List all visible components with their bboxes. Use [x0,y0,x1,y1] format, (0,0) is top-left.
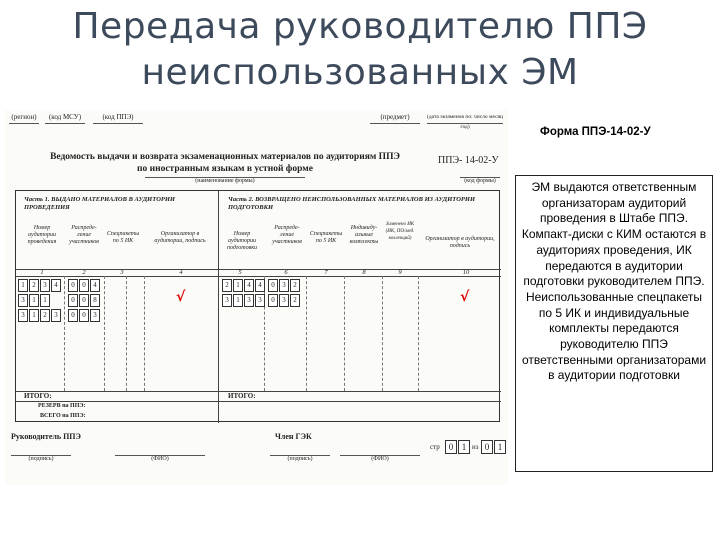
form-scan [5,110,508,485]
page-label: стр [430,443,440,451]
cell-digit: 0 [68,309,78,322]
colnum-2: 2 [82,269,86,276]
cell-digit: 1 [29,309,39,322]
gek-sign-caption: (подпись) [270,455,330,462]
col-prep-organizer: Организатор в аудитории, подпись [425,236,495,249]
col-room: Номер аудитории проведения [27,225,57,245]
cell-digit: 0 [79,279,89,292]
slide-title [0,4,720,96]
page-total-digit: 1 [494,440,506,454]
cell-digit: 4 [255,279,265,292]
form-title-line1: Ведомость выдачи и возврата экзаменационных материалов по аудиториям ППЭ [50,152,400,162]
description-text: ЭМ выдаются ответственным организаторам аудиторий проведения в Штабе ППЭ. Компакт-диски с КИМ остаются в аудиториях проведения, ИК передаются в аудитории подготовки руководителем ППЭ. Неиспользованные спецпакеты по 5 ИК и индивидуальные комплекты передаются руководителю ППЭ ответственными организаторами в аудитории подготовки [521,180,707,383]
head-sign-caption: (подпись) [11,455,71,462]
part1-title: Часть 1. ВЫДАНО МАТЕРИАЛОВ В АУДИТОРИИ ПРОВЕДЕНИЯ [24,196,175,211]
page-sep: из [472,443,479,451]
total-label-part1: ИТОГО: [24,392,52,400]
form-title-line2: по иностранным языкам в устной форме [137,164,313,174]
cell-digit: 1 [233,294,243,307]
colnum-3: 3 [120,269,124,276]
cell-digit: 0 [79,309,89,322]
total-label-part2: ИТОГО: [228,392,256,400]
page-total-digit: 0 [481,440,493,454]
header-field-msu: (код МСУ) [45,112,85,124]
cell-digit: 0 [268,294,278,307]
cell-digit: 2 [290,279,300,292]
cell-digit: 1 [18,279,28,292]
reserve-label: РЕЗЕРВ на ППЭ: [38,403,86,409]
colnum-10: 10 [462,269,470,276]
cell-digit: 0 [79,294,89,307]
col-packs: Спецпакеты по 5 ИК [106,231,140,244]
gek-name-caption: (ФИО) [340,455,420,462]
col-replaced: Заменено ИК (ИК, ПО/мед. коллекций) [385,222,415,241]
cell-digit: 3 [51,309,61,322]
col-distribution: Распреде-ление участников [69,225,99,245]
cell-digit: 4 [90,279,100,292]
header-field-subject: (предмет) [370,112,420,124]
header-field-date: (дата экзаменов по: число месяц год) [427,114,503,130]
check-mark-part2: √ [460,289,470,305]
cell-digit: 1 [233,279,243,292]
cell-digit: 3 [255,294,265,307]
cell-digit: 2 [290,294,300,307]
cell-digit: 4 [51,279,61,292]
cell-digit: 0 [268,279,278,292]
cell-digit: 2 [29,279,39,292]
cell-digit: 3 [222,294,232,307]
colnum-4: 4 [179,269,183,276]
cell-digit: 3 [18,309,28,322]
cell-digit: 3 [244,294,254,307]
col-individual: Индивиду-альные комплекты [349,225,379,245]
page-current-digit: 0 [445,440,457,454]
form-code-caption: (код формы) [460,177,500,185]
col-prep-room: Номер аудитории подготовки [226,231,258,251]
colnum-7: 7 [324,269,328,276]
colnum-5: 5 [238,269,242,276]
head-label: Руководитель ППЭ [11,432,81,441]
page-current-digit: 1 [458,440,470,454]
header-field-ppe: (код ППЭ) [93,112,143,124]
gek-label: Член ГЭК [275,432,312,441]
cell-digit: 0 [68,279,78,292]
cell-digit: 2 [40,309,50,322]
check-mark-part1: √ [176,289,186,305]
cell-digit: 3 [40,279,50,292]
cell-digit: 1 [29,294,39,307]
cell-digit: 3 [90,309,100,322]
colnum-9: 9 [398,269,402,276]
cell-digit: 3 [18,294,28,307]
slide-title-line1: Передача руководителю ППЭ [72,6,648,47]
cell-digit: 2 [222,279,232,292]
cell-digit: 0 [68,294,78,307]
materials-table [15,190,500,422]
form-code: ППЭ- 14-02-У [438,155,499,166]
cell-digit: 8 [90,294,100,307]
cell-digit: 1 [40,294,50,307]
part2-title: Часть 2. ВОЗВРАЩЕНО НЕИСПОЛЬЗОВАННЫХ МАТЕРИАЛОВ ИЗ АУДИТОРИИ ПОДГОТОВКИ [228,196,476,211]
form-id-label: Форма ППЭ-14-02-У [540,126,651,138]
colnum-1: 1 [40,269,44,276]
cell-digit: 3 [279,294,289,307]
header-field-region: (регион) [9,112,39,124]
colnum-6: 6 [284,269,288,276]
head-name-caption: (ФИО) [115,455,205,462]
cell-digit: 4 [244,279,254,292]
colnum-8: 8 [362,269,366,276]
slide-title-line2: неиспользованных ЭМ [141,52,579,93]
description-box [515,175,713,472]
form-title-caption: (наименование формы) [145,177,305,185]
cell-digit: 3 [279,279,289,292]
col-prep-distribution: Распреде-ление участников [272,225,302,245]
col-prep-packs: Спецпакеты по 5 ИК [309,231,343,244]
col-organizer: Организатор в аудитории, подпись [154,231,206,244]
all-label: ВСЕГО на ППЭ: [40,413,86,419]
